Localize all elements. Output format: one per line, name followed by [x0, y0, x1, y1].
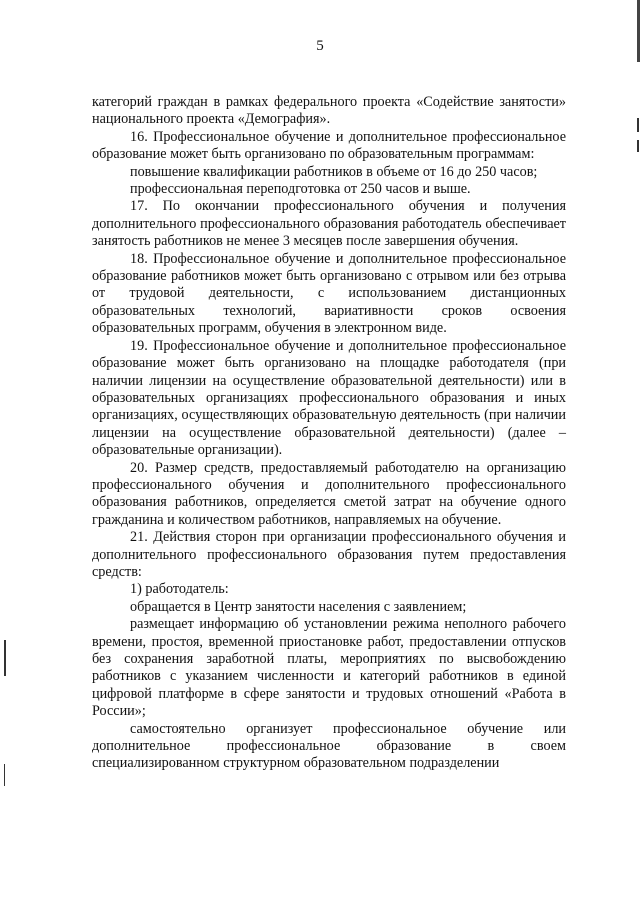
- margin-mark: [637, 140, 639, 152]
- paragraph-16-item-1: повышение квалификации работников в объеме от 16 до 250 часов;: [130, 163, 538, 180]
- paragraph-16: 16. Профессиональное обучение и дополнительное профессиональное образование может быть организовано по образовательным программам:: [92, 128, 566, 163]
- margin-mark: [637, 118, 639, 132]
- paragraph-21-employer: 1) работодатель:: [130, 581, 229, 598]
- paragraph-21: 21. Действия сторон при организации профессионального обучения и дополнительного профессионального образования путем предоставления средств:: [92, 529, 566, 580]
- page-number: 5: [316, 38, 324, 54]
- margin-mark: [4, 640, 6, 676]
- paragraph-21-employer-applies: обращается в Центр занятости населения с заявлением;: [130, 598, 467, 615]
- paragraph-continuation: категорий граждан в рамках федерального проекта «Содействие занятости» национального проекта «Демография».: [92, 94, 566, 128]
- paragraph-16-item-2: профессиональная переподготовка от 250 часов и выше.: [130, 181, 471, 198]
- margin-mark: [4, 764, 5, 786]
- paragraph-21-employer-posts: размещает информацию об установлении режима неполного рабочего времени, простоя, временной приостановке работ, предоставлении отпусков без сохранения заработной платы, мероприятиях по высвобождению работников с указанием численности и категорий работников в единой цифровой платформе в сфере занятости и трудовых отношений «Работа в России»;: [92, 616, 566, 720]
- document-body: [92, 94, 566, 773]
- paragraph-21-employer-organizes: самостоятельно организует профессиональное обучение или дополнительное профессиональное образование в своем специализированном структурном образовательном подразделении: [92, 720, 566, 772]
- paragraph-20: 20. Размер средств, предоставляемый работодателю на организацию профессионального обучения и дополнительного профессионального образования работников, определяется сметой затрат на обучение одного гражданина и количеством работников, направляемых на обучение.: [92, 459, 566, 528]
- paragraph-17: 17. По окончании профессионального обучения и получения дополнительного профессионального образования работодатель обеспечивает занятость работников не менее 3 месяцев после завершения обучения.: [92, 198, 566, 250]
- paragraph-18: 18. Профессиональное обучение и дополнительное профессиональное образование работников может быть организовано с отрывом или без отрыва от трудовой деятельности, с использованием дистанционных образовательных технологий, вариативности сроков освоения образовательных программ, обучения в электронном виде.: [92, 250, 566, 337]
- paragraph-19: 19. Профессиональное обучение и дополнительное профессиональное образование может быть организовано на площадке работодателя (при наличии лицензии на осуществление образовательной деятельности) или в образовательных организациях профессионального образования и иных организациях, осуществляющих образовательную деятельность (при наличии лицензии на осуществление образовательной деятельности) (далее – образовательные организации).: [92, 337, 566, 459]
